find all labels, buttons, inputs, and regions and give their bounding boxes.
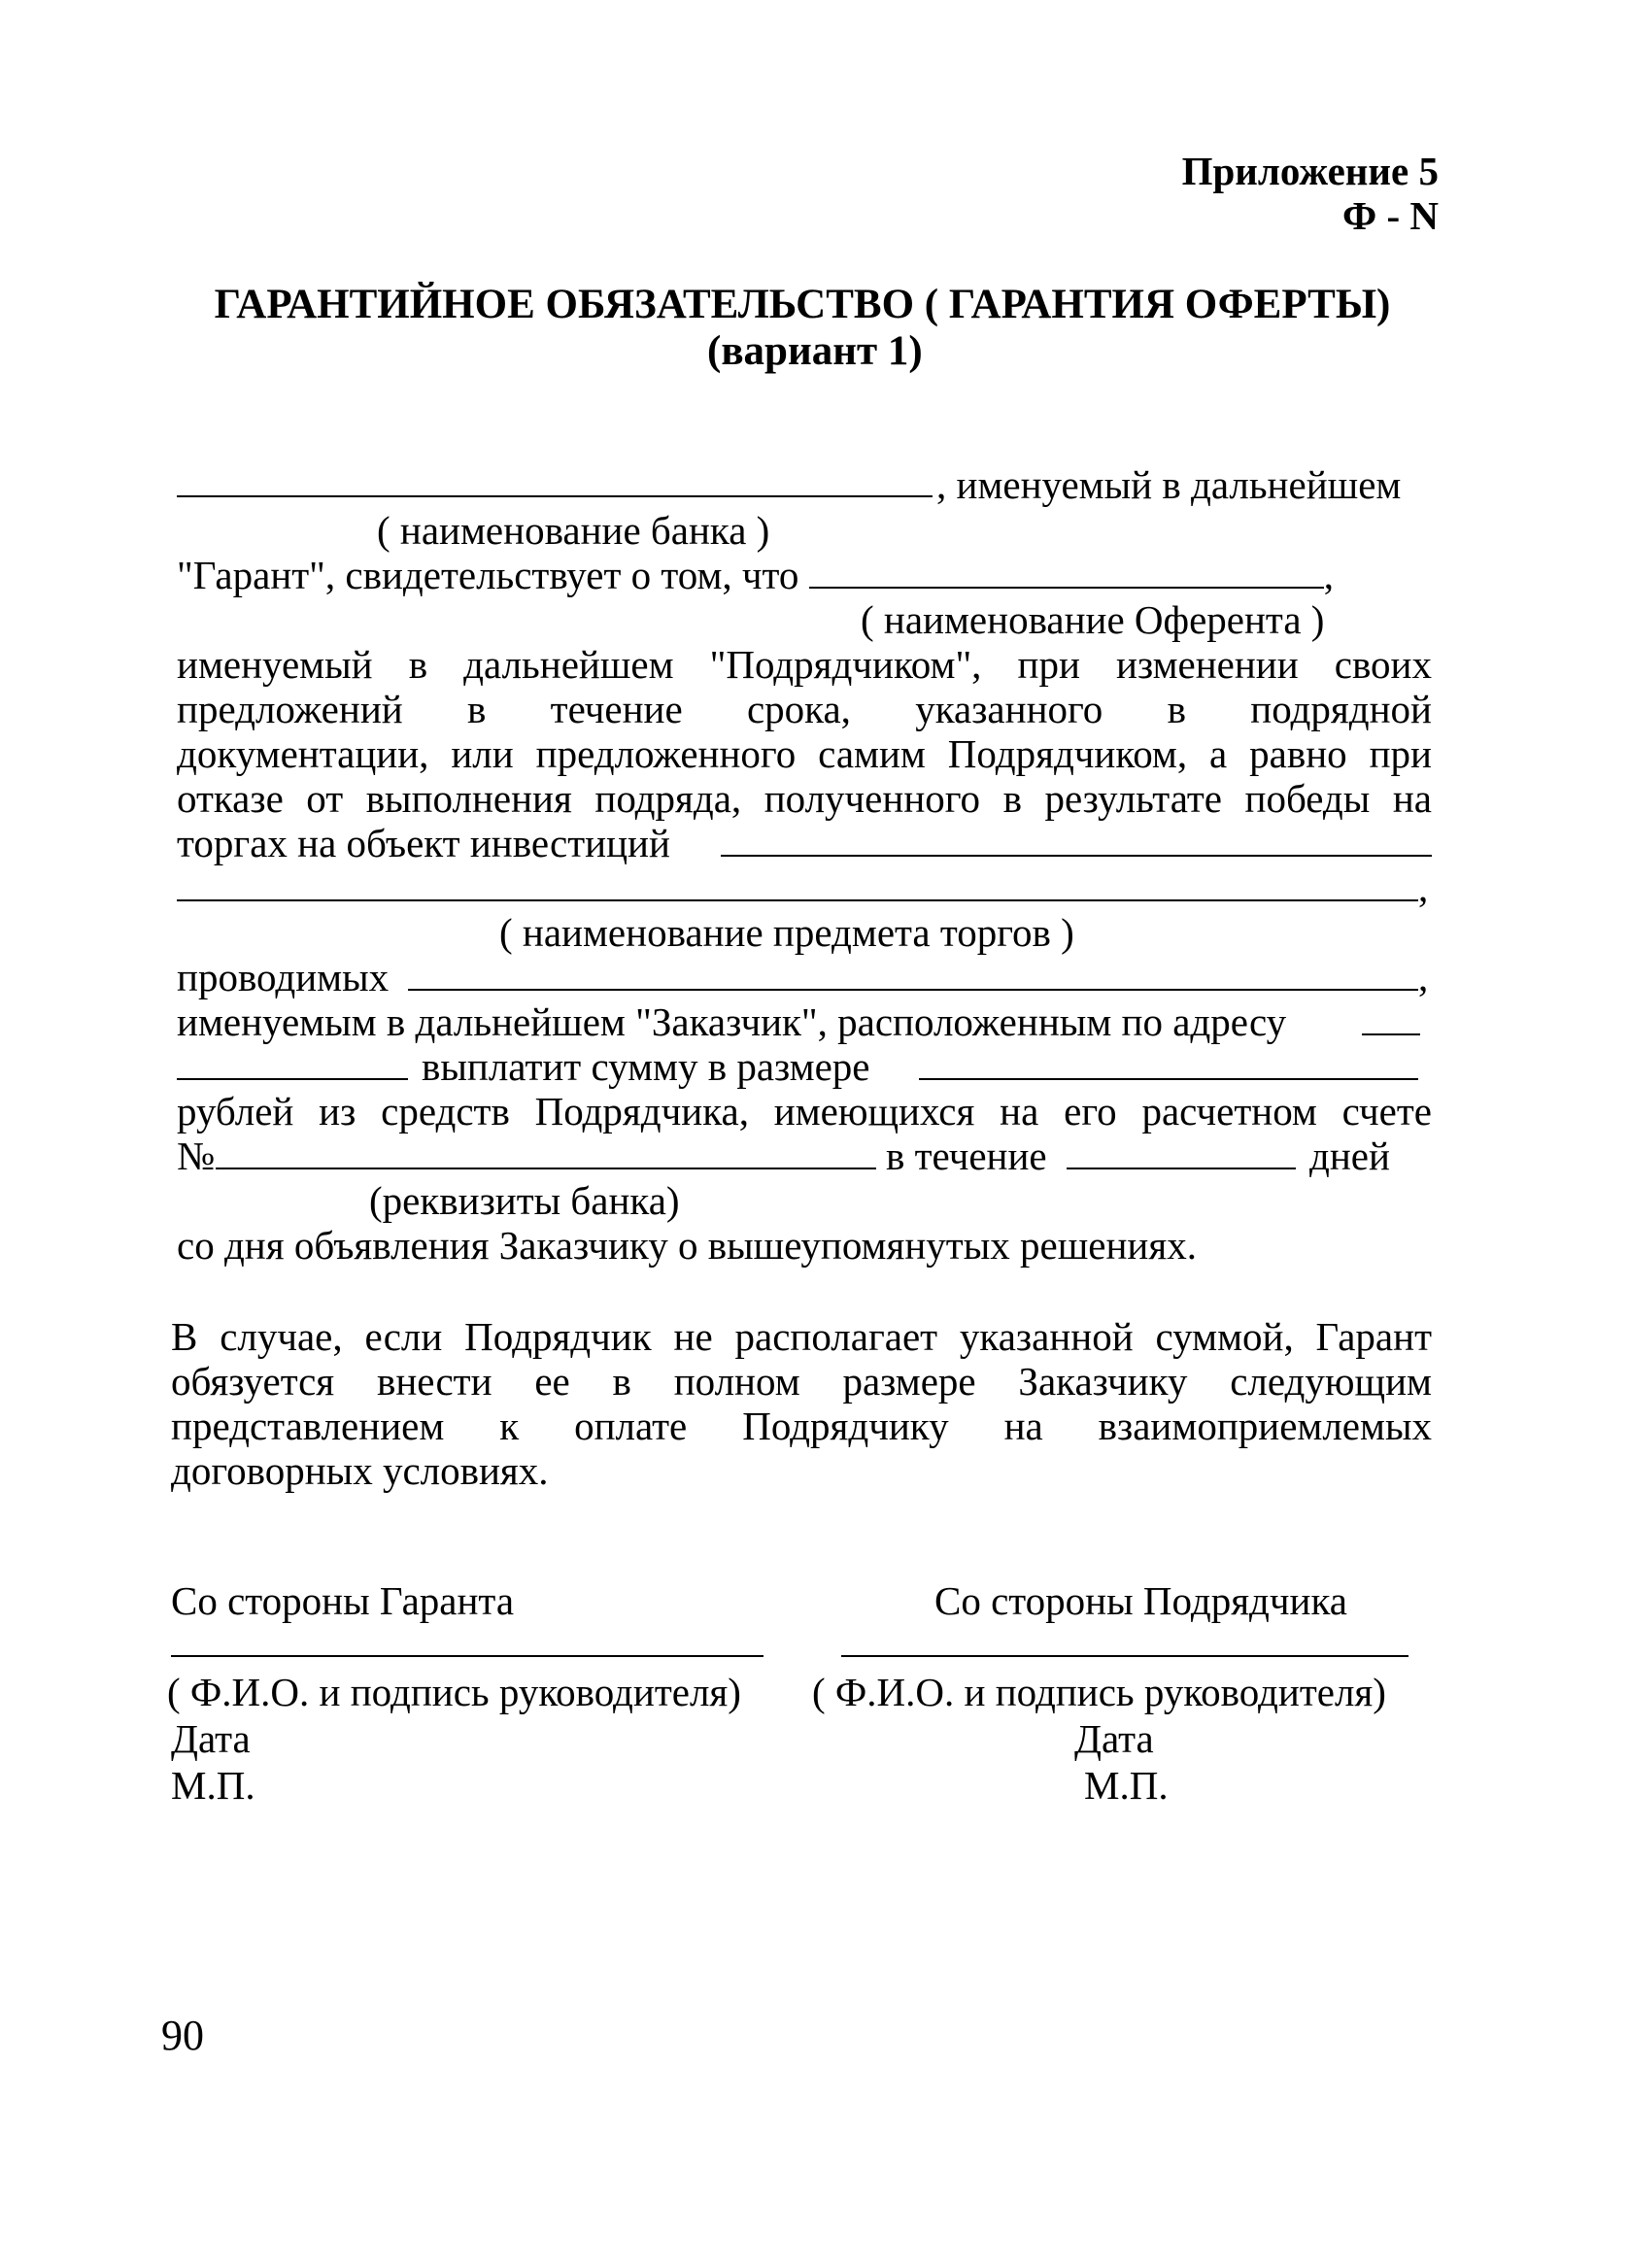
bank-name-caption: ( наименование банка ): [377, 508, 770, 553]
address-blank: [1362, 1033, 1420, 1035]
offerer-name-caption: ( наименование Оферента ): [861, 597, 1325, 642]
body-line-7-text: торгах на объект инвестиций: [177, 821, 670, 865]
within-label: в течение: [886, 1134, 1047, 1178]
body-line-8-comma: ,: [1418, 865, 1429, 910]
days-label: дней: [1309, 1134, 1390, 1178]
document-variant: (вариант 1): [707, 328, 923, 374]
body-line-9-comma: ,: [1418, 955, 1429, 999]
account-number-sign: №: [177, 1134, 216, 1178]
account-number-blank: [216, 1168, 876, 1169]
body-line-4: предложений в течение срока, указанного в подрядной: [177, 687, 1432, 731]
body-line-6: отказе от выполнения подряда, полученного в результате победы на: [177, 776, 1432, 821]
guarantor-signature-line: [171, 1655, 764, 1657]
body-line-12: рублей из средств Подрядчика, имеющихся на его расчетном счете: [177, 1089, 1432, 1134]
conducted-by-blank: [408, 989, 1418, 991]
form-code: Ф - N: [1342, 193, 1439, 238]
bank-name-blank: [177, 495, 933, 497]
document-title: ГАРАНТИЙНОЕ ОБЯЗАТЕЛЬСТВО ( ГАРАНТИЯ ОФЕРТЫ): [214, 282, 1391, 327]
body-line-2-text: "Гарант", свидетельствует о том, что: [177, 553, 799, 597]
contractor-side-label: Со стороны Подрядчика: [934, 1578, 1347, 1623]
days-count-blank: [1067, 1168, 1296, 1169]
body-line-2-comma: ,: [1323, 553, 1334, 597]
page-number: 90: [161, 2012, 204, 2059]
body-line-3: именуемый в дальнейшем "Подрядчиком", при изменении своих: [177, 642, 1432, 687]
body-line-2: [177, 552, 1334, 598]
paragraph-2-line-2: обязуется внести ее в полном размере Заказчику следующим: [171, 1359, 1432, 1404]
guarantor-side-label: Со стороны Гаранта: [171, 1578, 515, 1623]
bank-requisites-caption: (реквизиты банка): [369, 1178, 680, 1223]
paragraph-2-line-1: В случае, если Подрядчик не располагает указанной суммой, Гарант: [171, 1314, 1432, 1359]
body-line-9-text: проводимых: [177, 955, 390, 999]
body-line-11-text: выплатит сумму в размере: [422, 1044, 870, 1089]
contractor-signature-caption: ( Ф.И.О. и подпись руководителя): [812, 1670, 1386, 1714]
guarantor-signature-caption: ( Ф.И.О. и подпись руководителя): [167, 1670, 741, 1714]
address-blank-2: [177, 1078, 408, 1080]
body-line-14: со дня объявления Заказчику о вышеупомянутых решениях.: [177, 1223, 1197, 1268]
appendix-label: Приложение 5: [1181, 149, 1439, 193]
body-line-10-text: именуемым в дальнейшем "Заказчик", расположенным по адресу: [177, 999, 1287, 1044]
guarantor-seal-label: М.П.: [171, 1763, 255, 1808]
investment-object-blank-2: [177, 899, 1418, 901]
contractor-seal-label: М.П.: [1084, 1763, 1169, 1808]
body-line-5: документации, или предложенного самим Подрядчиком, а равно при: [177, 731, 1432, 776]
paragraph-2-line-4: договорных условиях.: [171, 1448, 549, 1493]
paragraph-2-line-3: представлением к оплате Подрядчику на взаимоприемлемых: [171, 1404, 1432, 1448]
offerer-name-blank: [809, 554, 1324, 589]
amount-blank: [919, 1078, 1418, 1080]
tender-subject-caption: ( наименование предмета торгов ): [499, 910, 1074, 955]
investment-object-blank: [721, 855, 1432, 857]
contractor-date-label: Дата: [1074, 1716, 1154, 1761]
guarantor-date-label: Дата: [171, 1716, 251, 1761]
body-line-1-tail: , именуемый в дальнейшем: [936, 462, 1402, 507]
contractor-signature-line: [841, 1655, 1408, 1657]
